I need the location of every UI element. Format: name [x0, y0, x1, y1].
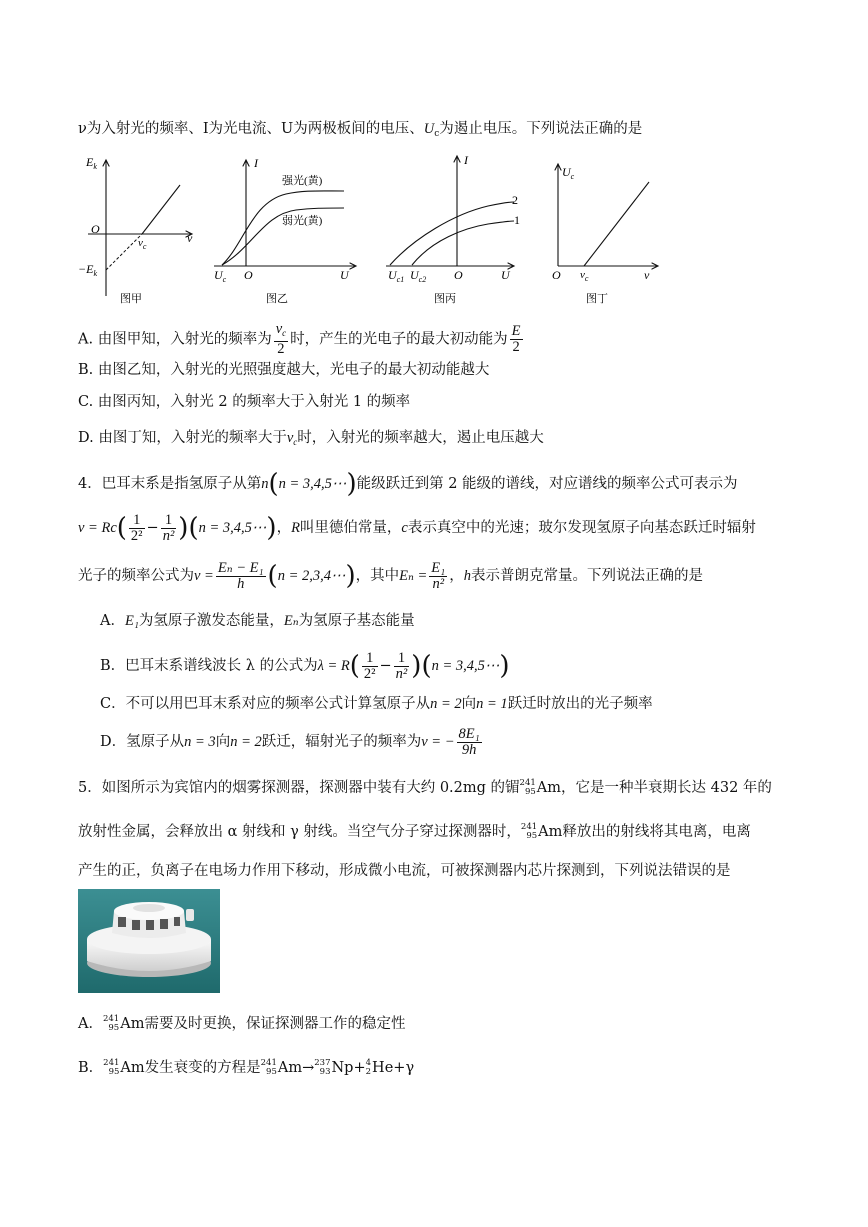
uc-subscript: c — [434, 129, 440, 139]
ding-vc-label: ν — [580, 269, 585, 281]
q5-option-a: A． 241 95 Am需要及时更换，保证探测器工作的稳定性 — [78, 1014, 406, 1033]
jia-x-label: ν — [187, 231, 193, 245]
bing-curve2-label: 2 — [512, 193, 518, 207]
q4-option-a: A．E₁为氢原子激发态能量，Eₙ为氢原子基态能量 — [100, 613, 415, 629]
smoke-detector-image — [78, 889, 220, 993]
bing-caption: 图丙 — [434, 293, 456, 305]
yi-origin: O — [244, 268, 253, 282]
yi-weak-label: 弱光(黄) — [282, 215, 323, 227]
svg-text:−Ek: $-E_k$ — [78, 262, 97, 278]
bing-uc2-label: U — [410, 268, 419, 282]
yi-uc-label: U — [214, 268, 223, 282]
bing-uc1-label: U — [388, 268, 397, 282]
intro-line — [78, 119, 642, 144]
intro-text: ν为入射光的频率、I为光电流、U为两极板间的电压、 — [78, 121, 424, 137]
q5-stem-line2: 放射性金属，会释放出 α 射线和 γ 射线。当空气分子穿过探测器时， 241 95 Am释放出的射线将其电离，电离 — [78, 822, 751, 841]
am-nuclide: 241 95 — [519, 778, 536, 797]
svg-text:Uc: $U_c$ — [562, 165, 575, 181]
ding-origin: O — [552, 268, 561, 282]
intro-text-end: 为遏止电压。下列说法正确的是 — [439, 121, 643, 137]
q4-option-b: B．巴耳末系谱线波长 λ 的公式为λ = R( $\frac{1}{\text{2²}}$ − $\frac{1}{\text{n²}}$ )(n = 3,4,5⋯) — [100, 649, 510, 682]
jia-origin: O — [91, 222, 100, 236]
photoelectric-graphs — [74, 148, 674, 313]
q4-option-d: D．氢原子从n = 3向n = 2跃迁，辐射光子的频率为ν = − $\frac{\text{8E₁}}{9h}$ — [100, 725, 480, 758]
bing-origin: O — [454, 268, 463, 282]
q4-stem-line2: ν = Rc( $\frac{1}{\text{2²}}$ − $\frac{1}{\text{n²}}$ )(n = 3,4,5⋯)，R叫里德伯常量，c表示真空中的光速；玻尔发现氢原子向基态跃迁时辐射 — [78, 511, 756, 544]
jia-vc-label: ν — [138, 237, 143, 249]
svg-text:Uc1: $U_{c1}$ — [388, 268, 405, 284]
svg-text:Uc2: $U_{c2}$ — [410, 268, 427, 284]
yi-y-label: I — [254, 156, 258, 170]
yi-caption: 图乙 — [266, 293, 288, 305]
svg-text:νc: $\nu_c$ — [580, 269, 589, 283]
yi-x-label: U — [340, 268, 349, 282]
ding-y-label: U — [562, 165, 571, 179]
ding-caption: 图丁 — [586, 293, 608, 305]
graph-ding — [552, 164, 658, 305]
q3-option-c: C. 由图丙知，入射光 2 的频率大于入射光 1 的频率 — [78, 394, 411, 410]
graph-yi — [214, 156, 356, 305]
q5-stem-line1: 5．如图所示为宾馆内的烟雾探测器，探测器中装有大约 0.2mg 的镅 241 95 Am，它是一种半衰期长达 432 年的 — [78, 778, 772, 797]
graph-bing — [386, 153, 520, 305]
svg-text:Uc: $U_c$ — [214, 268, 227, 284]
frac-e-over-2: $\frac{E}{2}$ — [511, 323, 521, 355]
svg-text:Ek: $E_k$ — [86, 155, 97, 171]
q4-option-c: C．不可以用巴耳末系对应的频率公式计算氢原子从n = 2向n = 1跃迁时放出的光子频率 — [100, 696, 653, 712]
uc-symbol: U — [423, 121, 435, 137]
q3-option-b: B. 由图乙知，入射光的光照强度越大，光电子的最大初动能越大 — [78, 362, 490, 378]
ding-x-label: ν — [644, 268, 650, 282]
q4-stem-line3: 光子的频率公式为ν = $\frac{\text{Eₙ − E₁}}{h}$ (n = 2,3,4⋯)，其中Eₙ = $\frac{\text{E₁}}{\text{n²}}$ ，h表示普朗克常量。下列说法正确的是 — [78, 559, 703, 592]
q4-stem-line1: 4．巴耳末系是指氢原子从第n(n = 3,4,5⋯)能级跃迁到第 2 能级的谱线，对应谱线的频率公式可表示为 — [78, 469, 738, 499]
q5-stem-line3: 产生的正，负离子在电场力作用下移动，形成微小电流，可被探测器内芯片探测到，下列说法错误的是 — [78, 863, 731, 879]
yi-strong-label: 强光(黄) — [282, 175, 323, 187]
q3-option-d: D. 由图丁知，入射光的频率大于$\nu_c$时，入射光的频率越大，遏止电压越大 — [78, 430, 544, 447]
jia-negek-label: −E — [78, 262, 94, 276]
q5-option-b: B． 241 95 Am发生衰变的方程是 241 95 Am→ 237 93 Np+ 4 2 He+γ — [78, 1058, 415, 1077]
q3-option-a: A. 由图甲知，入射光的频率为 $\frac{\nu_c}{2}$ 时，产生的光电子的最大初动能为 $\frac{E}{2}$ — [78, 321, 521, 357]
frac-vc-over-2: $\frac{\nu_c}{2}$ — [275, 321, 287, 357]
jia-caption: 图甲 — [120, 293, 142, 305]
svg-text:νc: $\nu_c$ — [138, 237, 147, 251]
jia-y-label: E — [86, 155, 94, 169]
graph-jia — [78, 155, 193, 305]
bing-y-label: I — [464, 153, 468, 167]
bing-curve1-label: 1 — [514, 213, 520, 227]
bing-x-label: U — [501, 268, 510, 282]
